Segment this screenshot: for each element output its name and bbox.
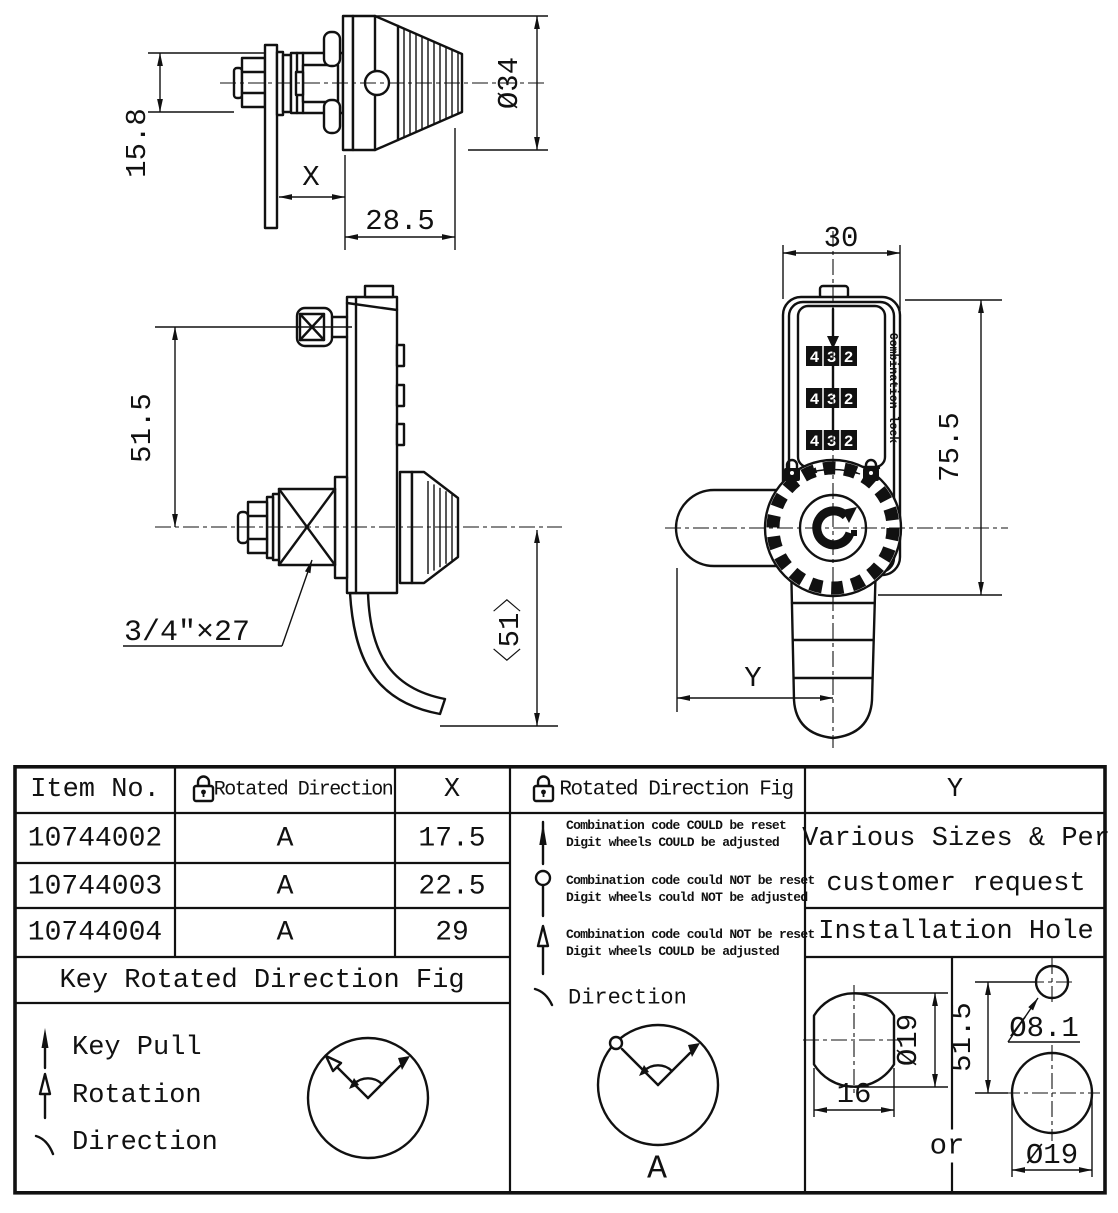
digit-wheels <box>806 346 857 451</box>
legend-rotation: Rotation <box>72 1081 202 1111</box>
rotation-diagram-a <box>598 1025 718 1145</box>
item-no-cell: 10744002 <box>27 823 163 855</box>
or-label: or <box>927 1130 968 1163</box>
front-view <box>665 231 1008 748</box>
col-header-rotated-direction-fig: Rotated Direction Fig <box>559 778 793 802</box>
dim-d19: Ø19 <box>892 1013 925 1067</box>
svg-text:3: 3 <box>826 391 837 409</box>
y-note-line1: Various Sizes & Per <box>802 824 1110 854</box>
legend-key-pull: Key Pull <box>72 1033 202 1063</box>
installation-hole-title: Installation Hole <box>818 917 1094 947</box>
dim-y: Y <box>744 662 762 695</box>
brand-label: Combination lock <box>886 332 899 444</box>
key-rotated-fig-title: Key Rotated Direction Fig <box>59 966 465 996</box>
reset-symbol-open-arrow-icon <box>538 926 548 974</box>
dim-30: 30 <box>823 222 859 255</box>
dim-d34: Ø34 <box>493 56 526 110</box>
key-pull-symbol-icon <box>42 1028 49 1068</box>
svg-text:3: 3 <box>826 349 837 367</box>
top-view <box>220 16 548 228</box>
reset-note-1: Combination code COULD be reset Digit wheels COULD be adjusted <box>566 818 787 850</box>
svg-text:2: 2 <box>843 433 854 451</box>
dim-15-8: 15.8 <box>121 108 154 178</box>
direction-cell: A <box>276 917 294 949</box>
col-header-x: X <box>443 775 461 805</box>
dim-x: X <box>302 161 320 194</box>
svg-text:2: 2 <box>843 391 854 409</box>
svg-text:4: 4 <box>809 349 820 367</box>
dim-d19b: Ø19 <box>1025 1139 1079 1172</box>
direction-symbol-icon <box>36 1136 53 1154</box>
thread-label: 3/4"×27 <box>123 616 251 650</box>
direction-cell: A <box>276 823 294 855</box>
svg-text:3: 3 <box>826 433 837 451</box>
reset-note-2: Combination code could NOT be reset Digit wheels could NOT be adjusted <box>566 873 815 905</box>
dim-51-5b: 51.5 <box>946 1002 979 1072</box>
col-header-y: Y <box>946 775 964 805</box>
padlock-icon <box>534 777 553 802</box>
svg-text:4: 4 <box>809 391 820 409</box>
dim-75-5: 75.5 <box>934 412 967 482</box>
dim-16: 16 <box>836 1078 872 1111</box>
reset-symbol-solid-arrow-icon <box>539 822 546 864</box>
legend-direction: Direction <box>72 1128 218 1158</box>
y-note-line2: customer request <box>826 869 1086 899</box>
dim-ref-51: 〈51〉 <box>494 583 527 677</box>
key-rotation-diagram <box>308 1038 428 1158</box>
reset-note-3: Combination code could NOT be reset Digit wheels COULD be adjusted <box>566 927 815 959</box>
x-value-cell: 22.5 <box>418 871 486 903</box>
col-header-rotated-direction: Rotated Direction <box>213 778 393 802</box>
diagram-a-label: A <box>647 1150 667 1188</box>
dim-d81: Ø8.1 <box>1009 1012 1079 1045</box>
hole-double-d <box>803 985 948 1117</box>
middle-direction-label: Direction <box>568 985 687 1011</box>
item-no-cell: 10744003 <box>27 871 163 903</box>
x-value-cell: 17.5 <box>418 823 486 855</box>
direction-curve-icon <box>535 989 552 1005</box>
hole-two-circles <box>946 958 1100 1177</box>
item-no-cell: 10744004 <box>27 917 163 949</box>
rotation-symbol-icon <box>40 1074 50 1118</box>
direction-cell: A <box>276 871 294 903</box>
x-value-cell: 29 <box>435 917 469 949</box>
col-header-item-no: Item No. <box>30 775 160 805</box>
reset-symbol-circle-icon <box>536 871 550 916</box>
padlock-icon <box>194 777 213 802</box>
svg-text:2: 2 <box>843 349 854 367</box>
dim-51-5: 51.5 <box>126 393 159 463</box>
dim-28-5: 28.5 <box>365 205 435 238</box>
svg-text:4: 4 <box>809 433 820 451</box>
